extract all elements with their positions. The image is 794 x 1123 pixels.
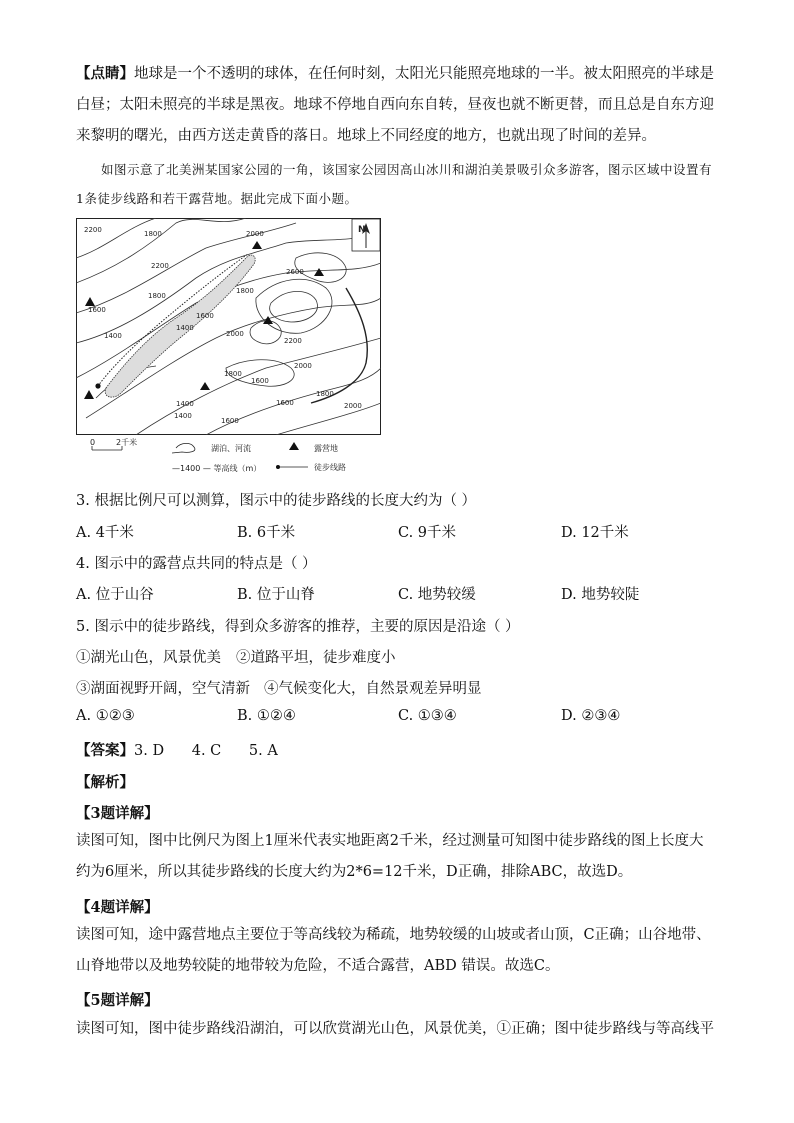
q5-item-1: ①湖光山色，风景优美 bbox=[76, 650, 221, 666]
svg-text:1600: 1600 bbox=[88, 306, 106, 314]
svg-text:2000: 2000 bbox=[246, 230, 264, 238]
scale-bar bbox=[90, 438, 137, 450]
legend-camp: 露营地 bbox=[314, 444, 338, 453]
q4-option-a: A. 位于山谷 bbox=[76, 587, 154, 603]
analysis-label: 【解析】 bbox=[76, 774, 134, 791]
svg-text:1600: 1600 bbox=[221, 417, 239, 425]
svg-text:1800: 1800 bbox=[148, 292, 166, 300]
q5-option-a: A. ①②③ bbox=[76, 708, 135, 724]
svg-text:2200: 2200 bbox=[84, 226, 102, 234]
q5-stem: 5. 图示中的徒步路线，得到众多游客的推荐，主要的原因是沿途（ ） bbox=[76, 619, 520, 635]
q5-option-c: C. ①③④ bbox=[398, 708, 457, 724]
svg-text:2000: 2000 bbox=[344, 402, 362, 410]
camp-symbol bbox=[289, 442, 299, 450]
svg-text:2600: 2600 bbox=[286, 268, 304, 276]
intro-label: 【点睛】 bbox=[76, 65, 134, 82]
svg-text:1800: 1800 bbox=[144, 230, 162, 238]
q3-stem: 3. 根据比例尺可以测算，图示中的徒步路线的长度大约为（ ） bbox=[76, 493, 477, 509]
q4-stem: 4. 图示中的露营点共同的特点是（ ） bbox=[76, 556, 317, 572]
svg-text:1400: 1400 bbox=[104, 332, 122, 340]
q5-item-4: ④气候变化大，自然景观差异明显 bbox=[264, 681, 482, 697]
map-legend bbox=[76, 438, 406, 478]
svg-text:1800: 1800 bbox=[224, 370, 242, 378]
svg-text:1400: 1400 bbox=[176, 400, 194, 408]
passage-text: 如图示意了北美洲某国家公园的一角，该国家公园因高山冰川和湖泊美景吸引众多游客，图示区域中设置有1条徒步线路和若干露营地。据此完成下面小题。 bbox=[76, 162, 713, 206]
q5-item-3: ③湖面视野开阔，空气清新 bbox=[76, 681, 250, 697]
d3-label: 【3题详解】 bbox=[76, 805, 159, 822]
q3-option-c: C. 9千米 bbox=[398, 525, 457, 541]
svg-text:1600: 1600 bbox=[251, 377, 269, 385]
q5-option-b: B. ①②④ bbox=[237, 708, 296, 724]
trail-start bbox=[95, 383, 100, 388]
legend-contour: —1400 — 等高线（m） bbox=[172, 464, 262, 473]
intro-paragraph bbox=[76, 58, 716, 152]
north-arrow bbox=[352, 219, 380, 251]
legend-trail: 徒步线路 bbox=[314, 463, 346, 472]
d4-text: 读图可知，途中露营地点主要位于等高线较为稀疏，地势较缓的山坡或者山顶，C正确；山谷地带、山脊地带以及地势较陡的地带较为危险，不适合露营，ABD 错误。故选C。 bbox=[76, 927, 711, 974]
d3-text: 读图可知，图中比例尺为图上1厘米代表实地距离2千米，经过测量可知图中徒步路线的图上长度大约为6厘米，所以其徒步路线的长度大约为2*6=12千米，D正确，排除ABC，故选D。 bbox=[76, 833, 704, 880]
north-label: N bbox=[358, 225, 366, 235]
svg-text:1400: 1400 bbox=[174, 412, 192, 420]
q3-option-a: A. 4千米 bbox=[76, 525, 134, 541]
svg-text:2千米: 2千米 bbox=[116, 438, 138, 447]
svg-text:0: 0 bbox=[90, 438, 96, 447]
answer-line bbox=[76, 739, 278, 760]
svg-text:1800: 1800 bbox=[236, 287, 254, 295]
trail-symbol-dot bbox=[276, 465, 280, 469]
lake-river-symbol bbox=[172, 443, 195, 453]
answer-text: 3. D 4. C 5. A bbox=[134, 743, 278, 759]
answer-label: 【答案】 bbox=[76, 742, 134, 759]
q5-option-d: D. ②③④ bbox=[561, 708, 621, 724]
svg-text:2200: 2200 bbox=[151, 262, 169, 270]
q5-item-2: ②道路平坦，徒步难度小 bbox=[236, 650, 396, 666]
d5-text: 读图可知，图中徒步路线沿湖泊，可以欣赏湖光山色，风景优美，①正确；图中徒步路线与等高线平 bbox=[76, 1021, 714, 1037]
svg-text:2000: 2000 bbox=[226, 330, 244, 338]
q3-option-d: D. 12千米 bbox=[561, 525, 629, 541]
q4-option-b: B. 位于山脊 bbox=[237, 587, 315, 603]
q3-option-b: B. 6千米 bbox=[237, 525, 296, 541]
d4-label: 【4题详解】 bbox=[76, 899, 159, 916]
svg-text:2200: 2200 bbox=[284, 337, 302, 345]
q4-option-c: C. 地势较缓 bbox=[398, 587, 476, 603]
svg-text:1800: 1800 bbox=[316, 390, 334, 398]
svg-text:2000: 2000 bbox=[294, 362, 312, 370]
intro-text: 地球是一个不透明的球体，在任何时刻，太阳光只能照亮地球的一半。被太阳照亮的半球是白昼；太阳未照亮的半球是黑夜。地球不停地自西向东自转，昼夜也就不断更替，而且总是自东方迎来黎明的曙光，由西方送走黄昏的落日。地球上不同经度的地方，也就出现了时间的差异。 bbox=[76, 66, 714, 144]
svg-text:1600: 1600 bbox=[276, 399, 294, 407]
d5-label: 【5题详解】 bbox=[76, 992, 159, 1009]
contour-map bbox=[76, 218, 381, 435]
svg-text:1600: 1600 bbox=[196, 312, 214, 320]
legend-lake-river: 湖泊、河流 bbox=[211, 444, 251, 453]
q4-option-d: D. 地势较陡 bbox=[561, 587, 640, 603]
svg-text:1400: 1400 bbox=[176, 324, 194, 332]
